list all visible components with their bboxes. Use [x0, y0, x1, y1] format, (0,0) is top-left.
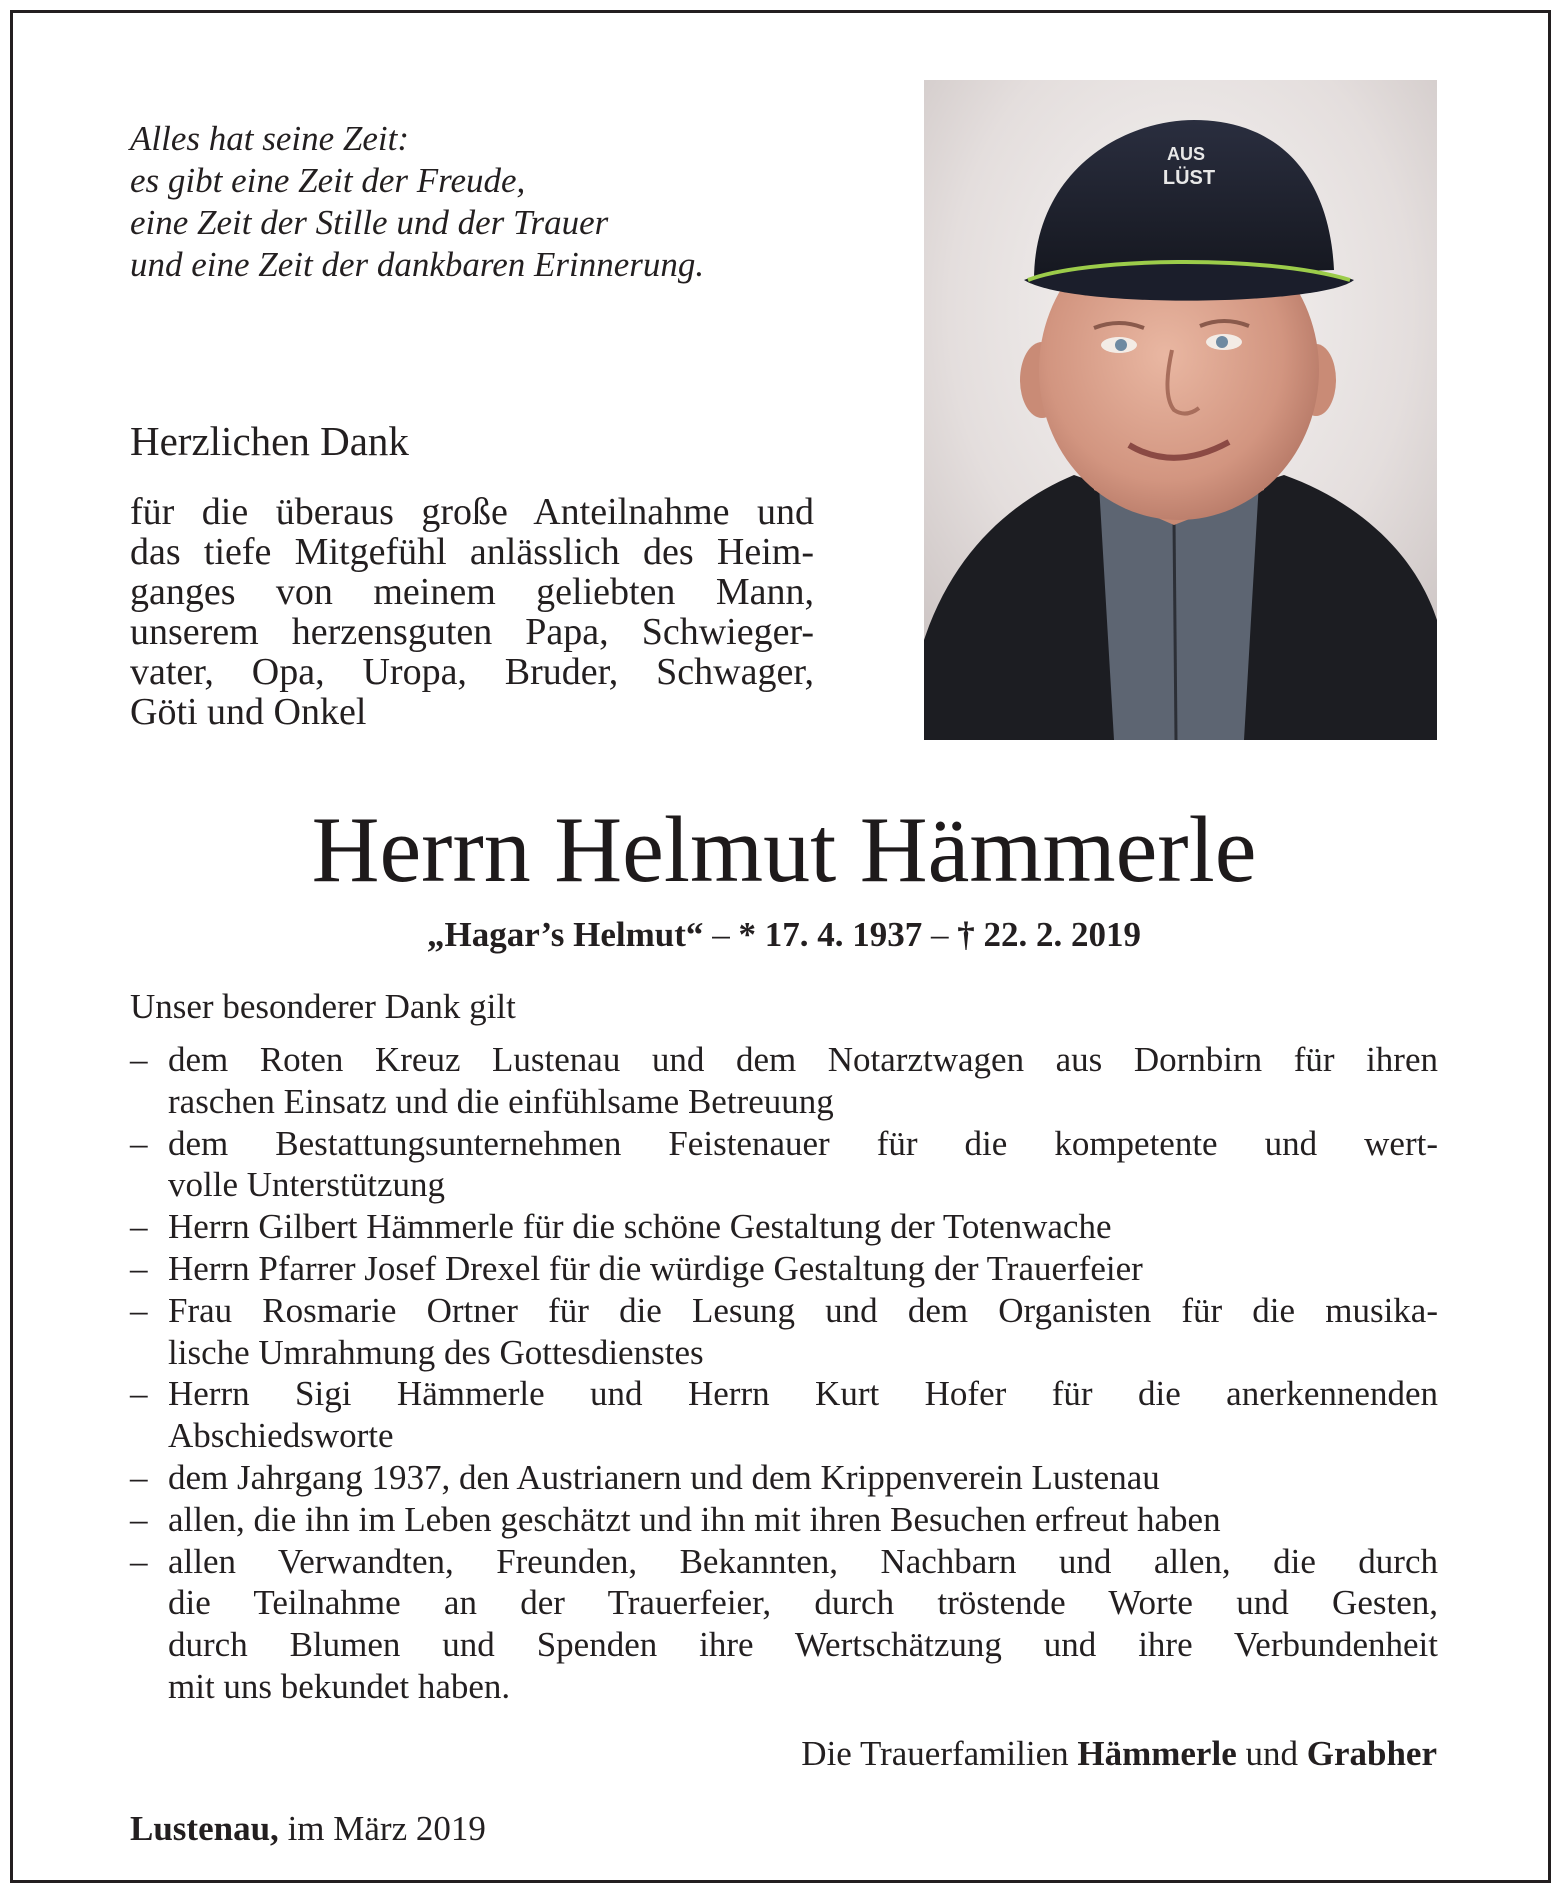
family-name-1: Hämmerle — [1077, 1734, 1237, 1773]
intro-line: ganges von meinem geliebten Mann, — [130, 571, 814, 613]
acknowledgement-line: dem Jahrgang 1937, den Austrianern und dem Krippenverein Lustenau — [168, 1457, 1160, 1497]
thanks-intro — [130, 492, 814, 732]
deceased-name: Herrn Helmut Hämmerle — [311, 798, 1257, 902]
acknowledgement-line: Herrn Gilbert Hämmerle für die schöne Gestaltung der Totenwache — [168, 1207, 1112, 1247]
birth-date: * 17. 4. 1937 — [738, 915, 923, 954]
acknowledgement-line: die Teilnahme an der Trauerfeier, durch tröstende Worte und Gesten, — [168, 1583, 1438, 1623]
list-bullet: – — [130, 1541, 148, 1581]
list-bullet: – — [130, 1499, 148, 1539]
acknowledgement-line: durch Blumen und Spenden ihre Wertschätzung und ihre Verbundenheit — [168, 1625, 1438, 1665]
quote-line: Alles hat seine Zeit: — [130, 119, 409, 158]
list-bullet: – — [130, 1123, 148, 1163]
quote-line: eine Zeit der Stille und der Trauer — [130, 203, 609, 242]
portrait-photo — [924, 80, 1437, 740]
list-bullet: – — [130, 1248, 148, 1288]
family-name-2: Grabher — [1306, 1734, 1437, 1773]
left-eye — [1115, 339, 1127, 351]
place-and-date — [130, 1807, 486, 1851]
signature-prefix: Die Trauerfamilien — [801, 1734, 1069, 1773]
acknowledgement-item — [130, 1541, 1438, 1708]
cap-text-line2: LÜST — [1162, 167, 1216, 189]
list-bullet: – — [130, 1457, 148, 1497]
acknowledgement-line: allen, die ihn im Leben geschätzt und ihn mit ihren Besuchen erfreut haben — [168, 1499, 1221, 1539]
acknowledgements-list — [130, 1039, 1438, 1708]
quote-line: und eine Zeit der dankbaren Erinnerung. — [130, 245, 705, 284]
list-bullet: – — [130, 1040, 148, 1079]
date-separator: – — [712, 915, 730, 954]
date: im März 2019 — [287, 1809, 486, 1848]
intro-line: das tiefe Mitgefühl anlässlich des Heim- — [130, 531, 814, 573]
acknowledgement-item — [130, 1039, 1438, 1123]
acknowledgement-item — [130, 1123, 1438, 1207]
acknowledgements-heading: Unser besonderer Dank gilt — [130, 987, 516, 1026]
acknowledgement-line: raschen Einsatz und die einfühlsame Betreuung — [168, 1081, 834, 1121]
acknowledgement-line: allen Verwandten, Freunden, Bekannten, Nachbarn und allen, die durch — [168, 1541, 1438, 1581]
acknowledgement-line: dem Roten Kreuz Lustenau und dem Notarztwagen aus Dornbirn für ihren — [168, 1040, 1438, 1079]
list-bullet: – — [130, 1207, 148, 1247]
thanks-heading: Herzlichen Dank — [130, 418, 409, 464]
intro-line: unserem herzensguten Papa, Schwieger- — [130, 611, 814, 653]
place: Lustenau, — [130, 1809, 279, 1848]
acknowledgement-item — [130, 1457, 1438, 1499]
intro-line: vater, Opa, Uropa, Bruder, Schwager, — [130, 651, 814, 693]
acknowledgement-item — [130, 1206, 1438, 1248]
date-separator: – — [930, 915, 949, 954]
acknowledgement-line: dem Bestattungsunternehmen Feistenauer für die kompetente und wert- — [168, 1123, 1438, 1163]
cap-text-line1: AUS — [1166, 144, 1206, 164]
portrait-illustration — [924, 80, 1437, 740]
acknowledgement-line: Herrn Sigi Hämmerle und Herrn Kurt Hofer für die anerkennenden — [168, 1374, 1438, 1414]
acknowledgement-item — [130, 1248, 1438, 1290]
intro-line: für die überaus große Anteilnahme und — [130, 491, 814, 533]
acknowledgement-line: mit uns bekundet haben. — [168, 1666, 511, 1706]
right-eye — [1216, 336, 1228, 348]
intro-line: Göti und Onkel — [130, 691, 367, 733]
nickname: „Hagar’s Helmut“ — [427, 915, 704, 954]
acknowledgement-line: Herrn Pfarrer Josef Drexel für die würdige Gestaltung der Trauerfeier — [168, 1248, 1143, 1288]
acknowledgement-item — [130, 1499, 1438, 1541]
opening-quote — [130, 118, 850, 286]
acknowledgement-line: Abschiedsworte — [168, 1416, 394, 1456]
list-bullet: – — [130, 1374, 148, 1414]
signature-conjunction: und — [1245, 1734, 1298, 1773]
signature — [801, 1732, 1437, 1776]
quote-line: es gibt eine Zeit der Freude, — [130, 161, 526, 200]
acknowledgement-line: Frau Rosmarie Ortner für die Lesung und dem Organisten für die musika- — [168, 1290, 1438, 1330]
death-date: † 22. 2. 2019 — [957, 915, 1141, 954]
acknowledgement-item — [130, 1373, 1438, 1457]
list-bullet: – — [130, 1290, 148, 1330]
deceased-dates — [0, 912, 1568, 958]
acknowledgement-line: volle Unterstützung — [168, 1165, 446, 1205]
acknowledgement-line: lische Umrahmung des Gottesdienstes — [168, 1332, 704, 1372]
acknowledgement-item — [130, 1290, 1438, 1374]
